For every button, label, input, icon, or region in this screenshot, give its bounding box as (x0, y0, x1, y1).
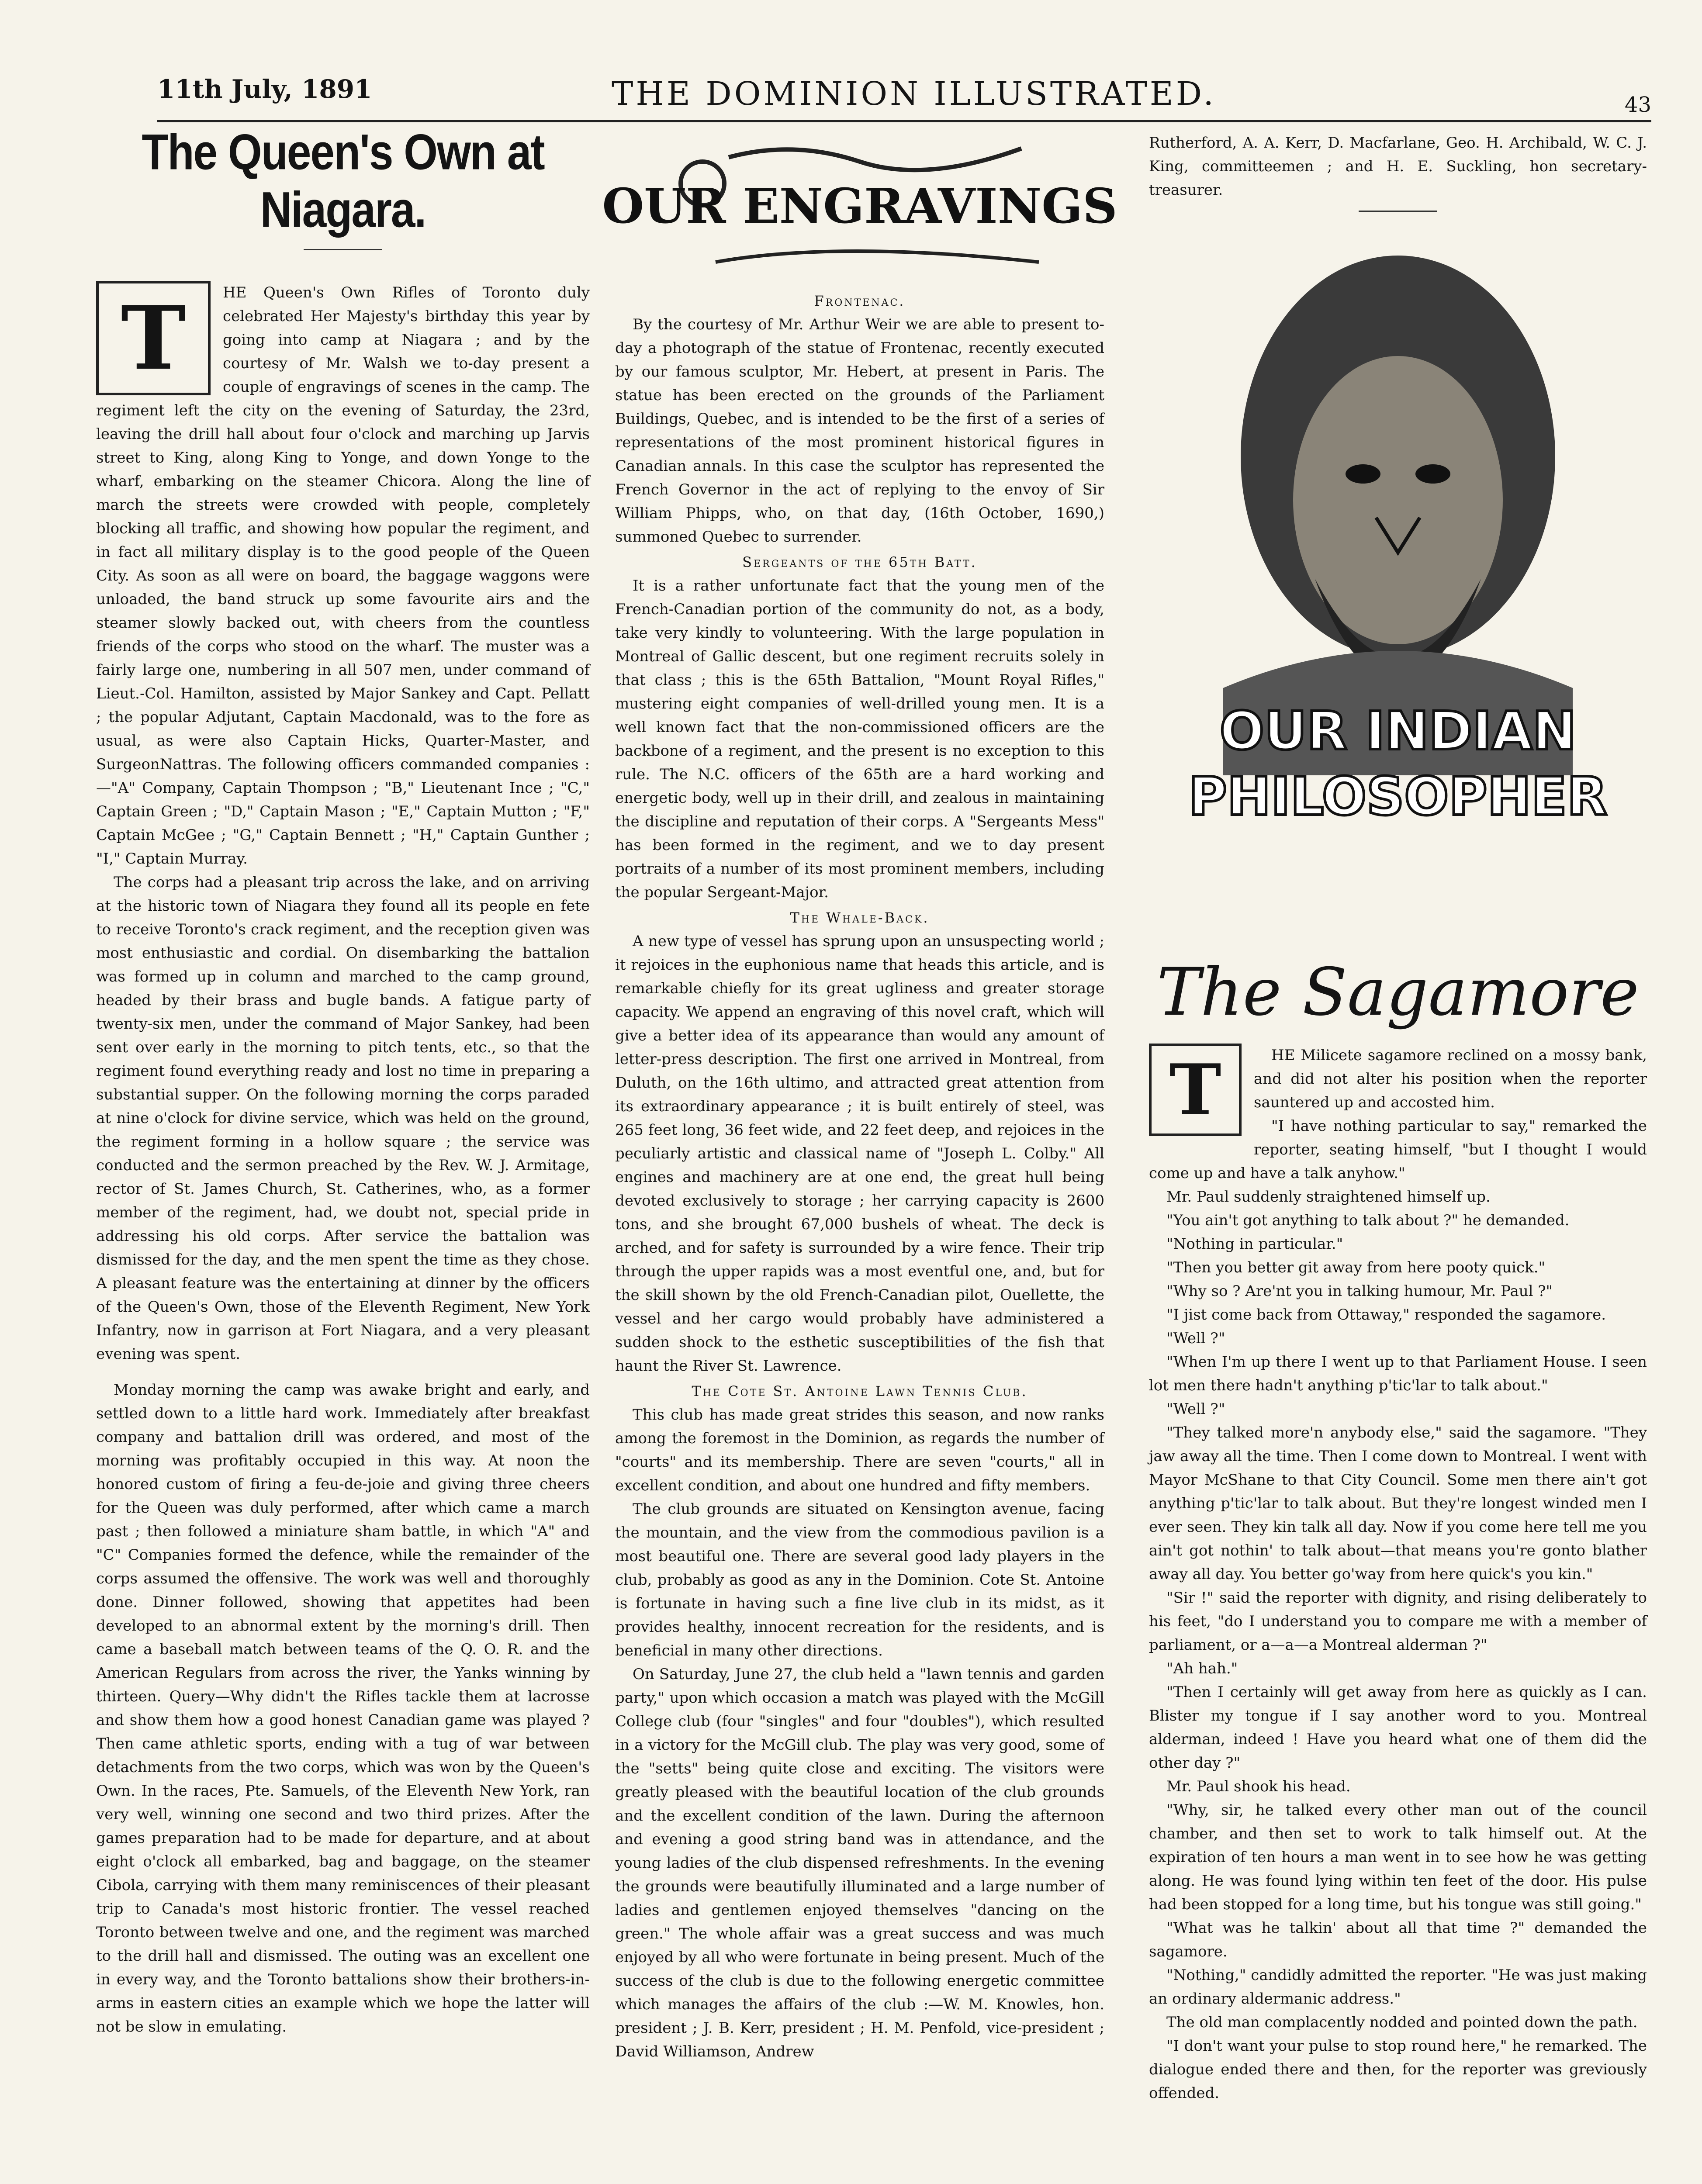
paragraph-continuation: Rutherford, A. A. Kerr, D. Macfarlane, Geo. H. Archibald, W. C. J. King, committeemen ; and H. E. Suckling, hon secretary-treasurer. (1149, 134, 1647, 199)
header-rule (157, 120, 1651, 122)
paragraph: "They talked more'n anybody else," said the sagamore. "They jaw away all the time. Then I come down to Montreal. I went with Mayor McShane to that City Council. Some men there ain't got anything p'tic'lar to talk about. But they're longest winded men I ever seen. They kin talk all day. Now if you come here tell me you ain't got nothin' to talk about—that means you're gonto blather away all day. You better go'way from here quick's you kin." (1149, 1424, 1647, 1583)
paragraph: "You ain't got anything to talk about ?" he demanded. (1166, 1212, 1570, 1229)
column-engravings (602, 131, 1117, 2184)
paragraph: Mr. Paul suddenly straightened himself up. (1166, 1188, 1491, 1206)
paragraph: Monday morning the camp was awake bright and early, and settled down to a little hard work. Immediately after breakfast company and battalion drill was ordered, and most of the morning was profitably occupied in this way. At noon the honored custom of firing a feu-de-joie and giving three cheers for the Queen was duly performed, after which came a march past ; then followed a miniature sham battle, in which "A" and "C" Companies formed the defence, while the remainder of the corps assumed the offensive. The work was well and thoroughly done. Dinner followed, showing that appetites had been developed to an abnormal extent by the morning's drill. Then came a baseball match between teams of the Q. O. R. and the American Regulars from across the river, the Yanks winning by thirteen. Query—Why didn't the Rifles tackle them at lacrosse and show them how a good honest Canadian game was played ? Then came athletic sports, ending with a tug of war between detachments from the two corps, which was won by the Queen's Own. In the races, Pte. Samuels, of the Eleventh New York, ran very well, winning one second and two third prizes. After the games preparation had to be made for departure, and at about eight o'clock all embarked, bag and baggage, on the steamer Cibola, carrying with them many reminiscences of their pleasant trip to Canada's most historic frontier. The vessel reached Toronto between twelve and one, and the regiment was marched to the drill hall and dismissed. The outing was an excellent one in every way, and the Toronto battalions show their brothers-in-arms in eastern cities an example which we hope the latter will not be slow in emulating. (96, 1381, 590, 2035)
section-head-frontenac: Frontenac. (814, 293, 906, 309)
column-sagamore (1149, 131, 1647, 2184)
paragraph: "What was he talkin' about all that time ?" demanded the sagamore. (1149, 1919, 1647, 1960)
paragraph: "Well ?" (1166, 1400, 1225, 1418)
our-engravings-banner (602, 131, 1117, 280)
paragraph: "Nothing," candidly admitted the reporter. "He was just making an ordinary aldermanic address." (1149, 1966, 1647, 2008)
paragraph: "I have nothing particular to say," remarked the reporter, seating himself, "but I thought I would come up and have a talk anyhow." (1149, 1117, 1647, 1182)
portrait-illustration-icon (1171, 229, 1625, 946)
paragraph: "Why so ? Are'nt you in talking humour, Mr. Paul ?" (1166, 1282, 1553, 1300)
paragraph: Mr. Paul shook his head. (1166, 1778, 1351, 1795)
portrait-caption-line1: OUR INDIAN (1219, 701, 1577, 762)
paragraph: "Nothing in particular." (1166, 1235, 1343, 1253)
page-number: 43 (1624, 93, 1651, 117)
banner-ornament-icon (602, 131, 1117, 280)
title-divider (304, 249, 382, 250)
paragraph: "I don't want your pulse to stop round here," he remarked. The dialogue ended there and then, for the reporter was greviously offended. (1149, 2037, 1647, 2102)
paragraph: The club grounds are situated on Kensington avenue, facing the mountain, and the view from the commodious pavilion is a most beautiful one. There are several good lady players in the club, probably as good as any in the Dominion. Cote St. Antoine is fortunate in having such a fine live club in its midst, as it provides healthy, innocent recreation for the residents, and is beneficial in many other directions. (615, 1500, 1104, 1659)
article-title-sagamore: The Sagamore (1157, 954, 1639, 1030)
indian-philosopher-portrait (1171, 229, 1625, 946)
paragraph: On Saturday, June 27, the club held a "lawn tennis and garden party," upon which occasion a match was played with the McGill College club (four "singles" and four "doubles"), which resulted in a victory for the McGill club. The play was very good, some of the "setts" being quite close and exciting. The visitors were greatly pleased with the beautiful location of the club grounds and the excellent condition of the lawn. During the afternoon and evening a good string band was in attendance, and the young ladies of the club dispensed refreshments. In the evening the grounds were beautifully illuminated and a large number of ladies and gentlemen enjoyed themselves "dancing on the green." The whole affair was a great success and was much enjoyed by all who were fortunate in being present. Much of the success of the club is due to the following energetic committee which manages the affairs of the club :—W. M. Knowles, hon. president ; J. B. Kerr, president ; H. M. Penfold, vice-president ; David Williamson, Andrew (615, 1666, 1104, 2060)
masthead: THE DOMINION ILLUSTRATED. (612, 75, 1216, 113)
paragraph: "I jist come back from Ottaway," responded the sagamore. (1166, 1306, 1606, 1324)
issue-date: 11th July, 1891 (157, 74, 372, 104)
paragraph: It is a rather unfortunate fact that the young men of the French-Canadian portion of the community do not, as a body, take very kindly to volunteering. With the large population in Montreal of Gallic descent, but one regiment recruits solely in that class ; this is the 65th Battalion, "Mount Royal Rifles," mustering eight companies of well-drilled young men. It is a well known fact that the non-commissioned officers are the backbone of a regiment, and the present is no exception to this rule. The N.C. officers of the 65th are a hard working and energetic body, well up in their drill, and zealous in maintaining the discipline and reputation of their corps. A "Sergeants Mess" has been formed in the regiment, and we to day present portraits of a number of its most prominent members, including the popular Sergeant-Major. (615, 577, 1104, 901)
paragraph: "Then I certainly will get away from here as quickly as I can. Blister my tongue if I say another word to you. Montreal alderman, indeed ! Have you heard what one of them did the other day ?" (1149, 1683, 1647, 1772)
page-header (157, 66, 1651, 118)
column-queens-own (96, 124, 590, 2184)
section-divider (1359, 211, 1437, 212)
paragraph: "When I'm up there I went up to that Parliament House. I seen lot men there hadn't anything p'tic'lar to talk about." (1149, 1353, 1647, 1394)
section-head-tennis: The Cote St. Antoine Lawn Tennis Club. (692, 1383, 1028, 1400)
portrait-caption-line2: PHILOSOPHER (1188, 767, 1608, 827)
article-title-queens-own: The Queen's Own at Niagara. (142, 124, 544, 238)
section-head-whale-back: The Whale-Back. (790, 909, 930, 926)
paragraph: "Why, sir, he talked every other man out of the council chamber, and then set to work to talk himself out. At the expiration of ten hours a man went in to see how he was getting along. He was found lying within ten feet of the door. His pulse had been stopped for a long time, but his tongue was still going." (1149, 1801, 1647, 1913)
paragraph: The corps had a pleasant trip across the lake, and on arriving at the historic town of Niagara they found all its people en fete to receive Toronto's crack regiment, and the reception given was most enthusiastic and cordial. On disembarking the battalion was formed up in column and marched to the camp ground, headed by their brass and bugle bands. A fatigue party of twenty-six men, under the command of Major Sankey, had been sent over early in the morning to pitch tents, etc., so that the regiment found everything ready and lost no time in preparing a substantial supper. On the following morning the corps paraded at nine o'clock for divine service, which was held on the ground, the regiment forming in a hollow square ; the service was conducted and the sermon preached by the Rev. W. J. Armitage, rector of St. James Church, St. Catherines, who, as a former member of the regiment, had, we doubt not, special pride in addressing his old corps. After service the battalion was dismissed for the day, and the men spent the time as they chose. A pleasant feature was the entertaining at dinner by the officers of the Queen's Own, those of the Eleventh Regiment, New York Infantry, now in garrison at Fort Niagara, and a very pleasant evening was spent. (96, 874, 590, 1363)
banner-text: OUR ENGRAVINGS (602, 178, 1117, 234)
paragraph: A new type of vessel has sprung upon an unsuspecting world ; it rejoices in the euphonious name that heads this article, and is remarkable chiefly for its great ugliness and greater storage capacity. We append an engraving of this novel craft, which will give a better idea of its appearance than would any amount of letter-press description. The first one arrived in Montreal, from Duluth, on the 16th ultimo, and attracted great attention from its extraordinary appearance ; it is built entirely of steel, was 265 feet long, 36 feet wide, and 22 feet deep, and rejoices in the peculiarly artistic and classical name of "Joseph L. Colby." All engines and machinery are at one end, the great hull being devoted exclusively to storage ; her carrying capacity is 2600 tons, and she brought 67,000 bushels of wheat. The deck is arched, and for safety is surrounded by a wire fence. Their trip through the upper rapids was a most eventful one, and, but for the skill shown by the old French-Canadian pilot, Ouellette, the vessel and her cargo would probably have administered a sudden shock to the esthetic susceptibilities of the fish that haunt the River St. Lawrence. (615, 933, 1104, 1375)
paragraph: This club has made great strides this season, and now ranks among the foremost in the Dominion, as regards the number of "courts" and its membership. There are seven "courts," all in excellent condition, and about one hundred and fifty members. (615, 1406, 1104, 1494)
paragraph: "Ah hah." (1166, 1660, 1238, 1677)
paragraph: "Sir !" said the reporter with dignity, and rising deliberately to his feet, "do I understand you to compare me with a member of parliament, or a—a—a Montreal alderman ?" (1149, 1589, 1647, 1654)
dropcap-ornament (96, 281, 211, 395)
paragraph: "Well ?" (1166, 1330, 1225, 1347)
paragraph: By the courtesy of Mr. Arthur Weir we are able to present to-day a photograph of the statue of Frontenac, recently executed by our famous sculptor, Mr. Hebert, at present in Paris. The statue has been erected on the grounds of the Parliament Buildings, Quebec, and is intended to be the first of a series of representations of the most prominent historical figures in Canadian annals. In this case the sculptor has represented the French Governor in the act of replying to the envoy of Sir William Phipps, who, on that day, (16th October, 1690,) summoned Quebec to surrender. (615, 316, 1104, 546)
dropcap-letter: T (1169, 1049, 1221, 1131)
dropcap-ornament (1149, 1044, 1242, 1136)
paragraph: HE Milicete sagamore reclined on a mossy bank, and did not alter his position when the reporter sauntered up and accosted him. (1254, 1047, 1647, 1111)
paragraph: HE Queen's Own Rifles of Toronto duly celebrated Her Majesty's birthday this year by going into camp at Niagara ; and by the courtesy of Mr. Walsh we to-day present a couple of engravings of scenes in the camp. The regiment left the city on the evening of Saturday, the 23rd, leaving the drill hall about four o'clock and marching up Jarvis street to King, along King to Yonge, and down Yonge to the wharf, embarking on the steamer Chicora. Along the line of march the streets were crowded with people, completely blocking all traffic, and showing how popular the regiment, and in fact all military display is to the good people of the Queen City. As soon as all were on board, the baggage waggons were unloaded, the band struck up some favourite airs and the steamer slowly backed out, with cheers from the countless friends of the corps who stood on the wharf. The muster was a fairly large one, numbering in all 507 men, under command of Lieut.-Col. Hamilton, assisted by Major Sankey and Capt. Pellatt ; the popular Adjutant, Captain Macdonald, was to the fore as usual, as were also Captain Hicks, Quarter-Master, and SurgeonNattras. The following officers commanded companies :—"A" Company, Captain Thompson ; "B," Lieutenant Ince ; "C," Captain Green ; "D," Captain Mason ; "E," Captain Mutton ; "F," Captain McGee ; "G," Captain Bennett ; "H," Captain Gunther ; "I," Captain Murray. (96, 284, 590, 867)
paragraph: The old man complacently nodded and pointed down the path. (1166, 2014, 1638, 2031)
paragraph: "Then you better git away from here pooty quick." (1166, 1259, 1546, 1276)
dropcap-letter: T (121, 287, 186, 390)
section-head-sergeants: Sergeants of the 65th Batt. (742, 554, 977, 570)
